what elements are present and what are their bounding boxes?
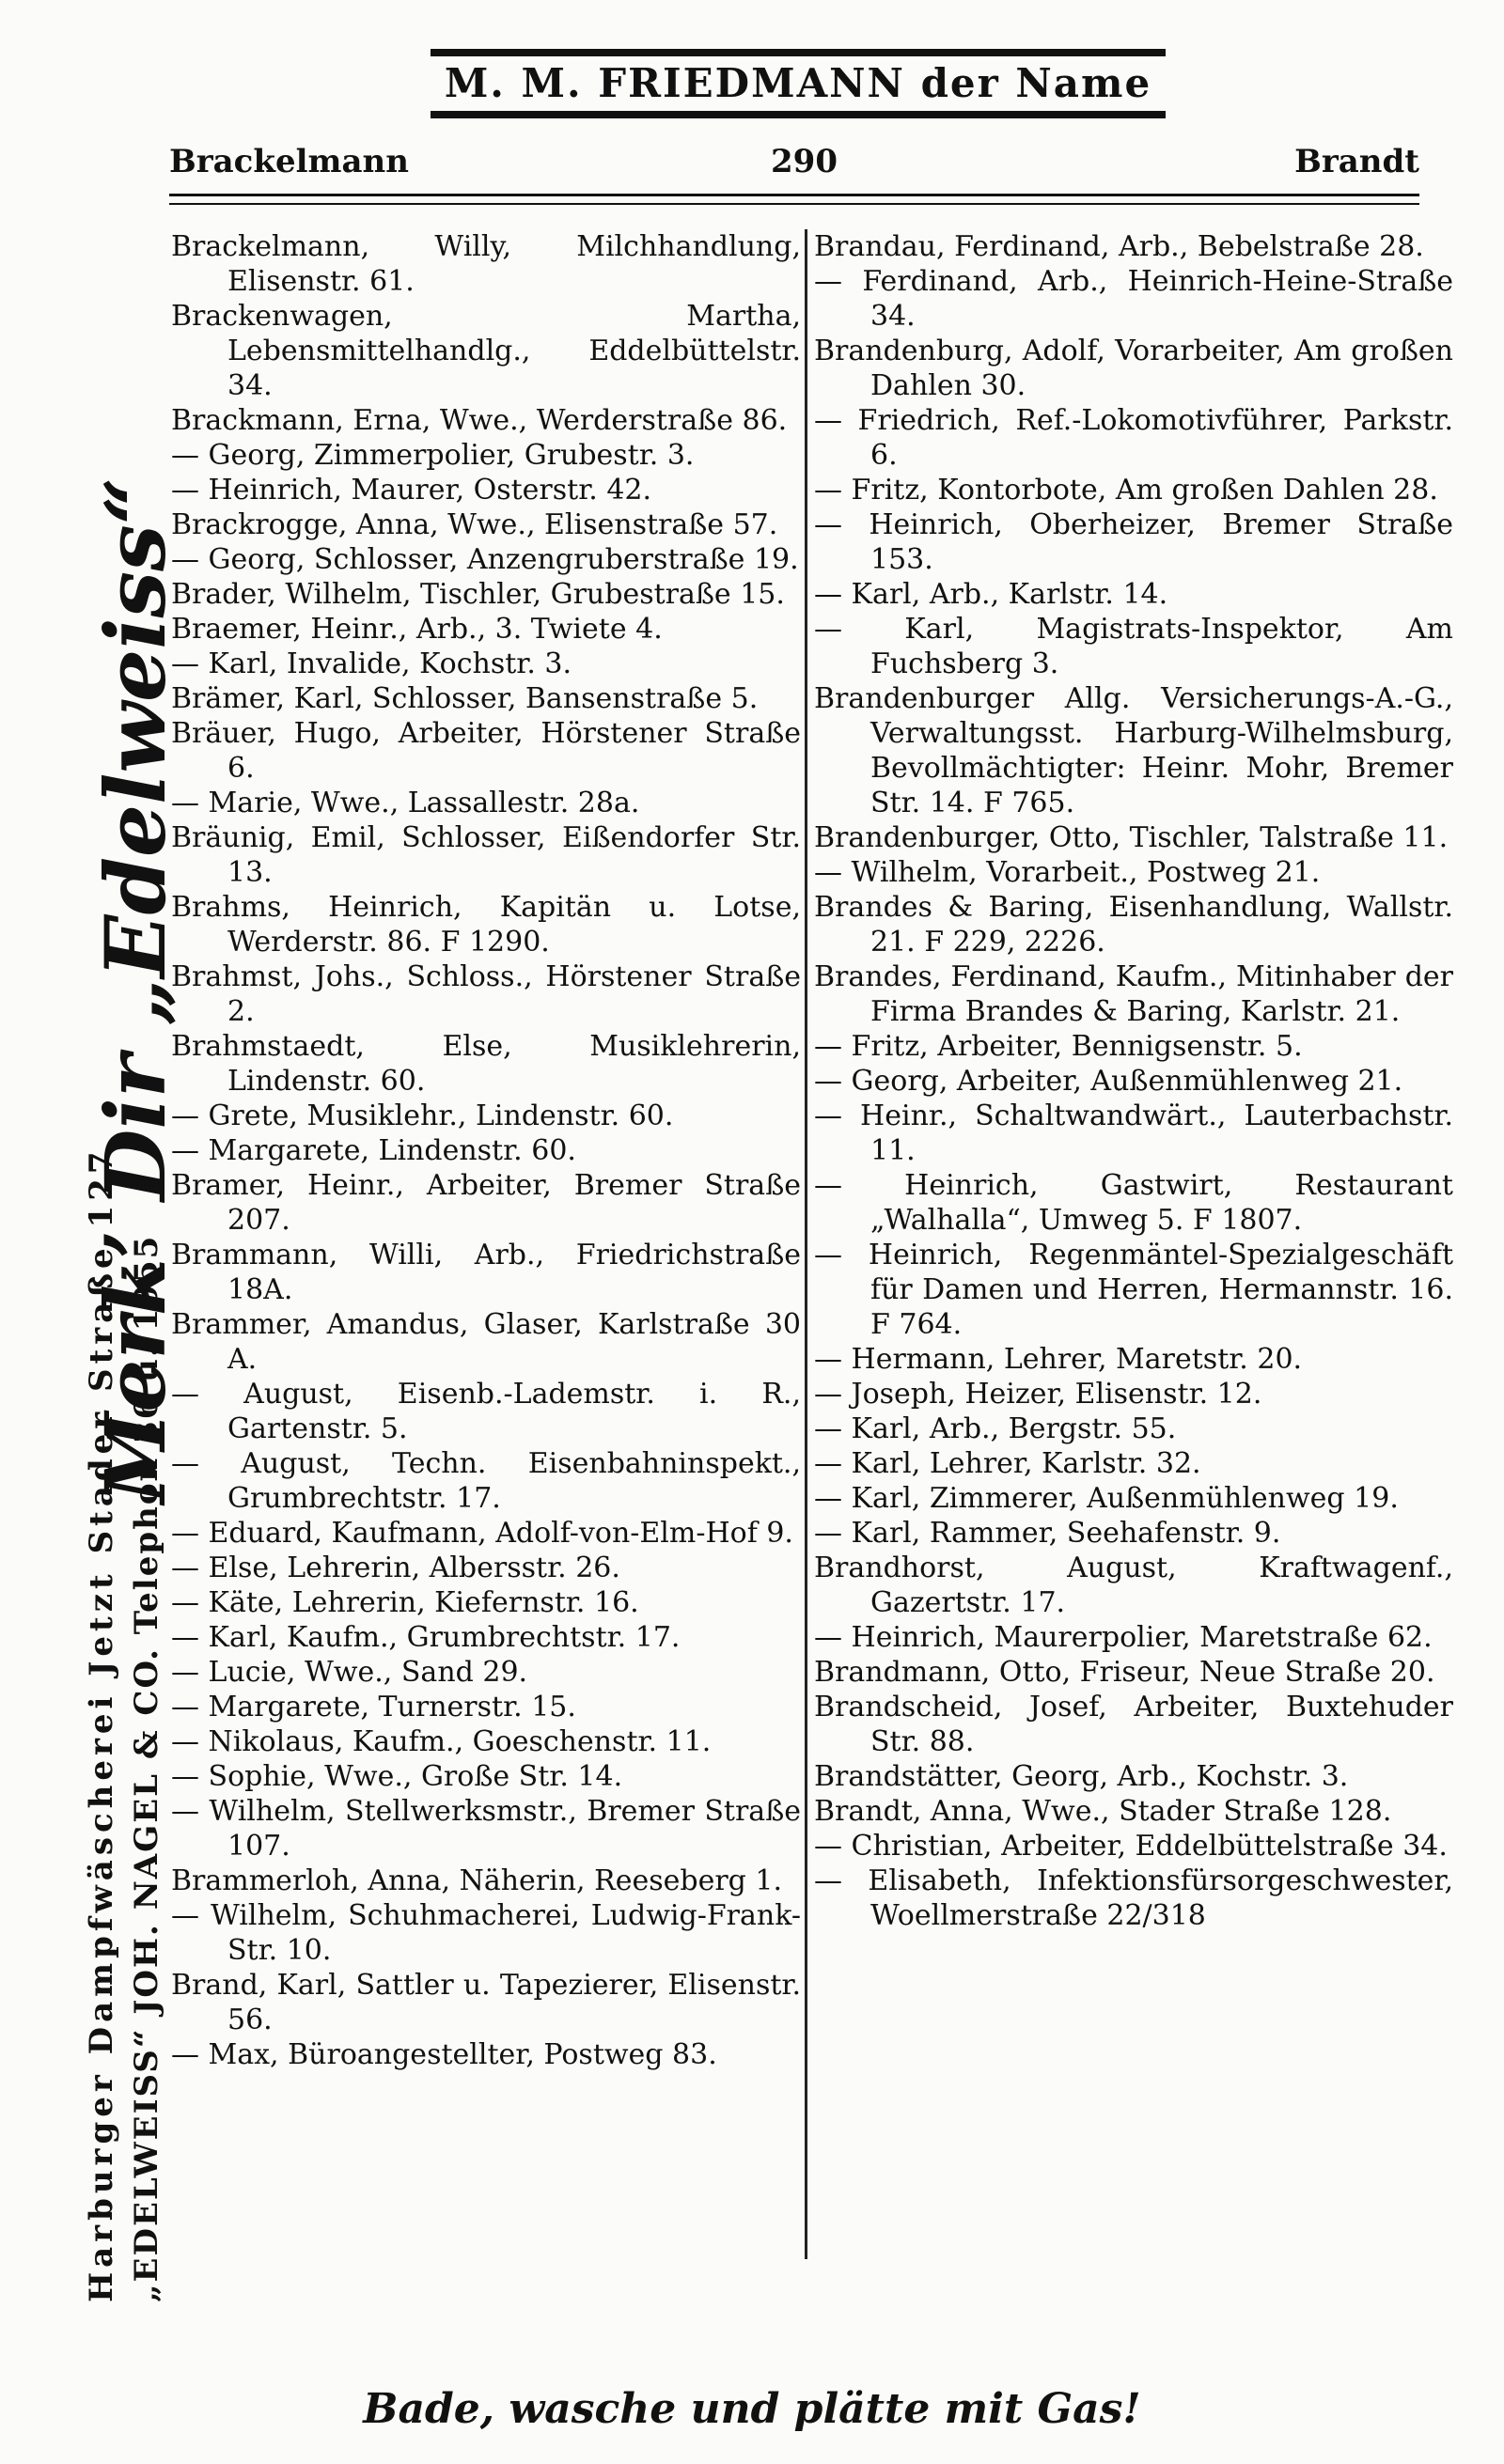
directory-entry: — August, Techn. Eisenbahninspekt., Grumbrechtstr. 17.: [171, 1447, 801, 1515]
directory-entry: — Karl, Kaufm., Grumbrechtstr. 17.: [171, 1621, 681, 1654]
side-ad-line-2: „EDELWEISS“ JOH. NAGEL & CO. Telephon 36 u. 1955: [128, 1234, 165, 2302]
directory-entry: — Margarete, Lindenstr. 60.: [171, 1134, 576, 1167]
directory-entry: — Heinrich, Maurer, Osterstr. 42.: [171, 474, 652, 507]
directory-entry: Brammann, Willi, Arb., Friedrichstraße 18A.: [171, 1239, 801, 1306]
directory-entry: — Karl, Rammer, Seehafenstr. 9.: [814, 1517, 1281, 1550]
header-last-name: Brandt: [1294, 143, 1419, 180]
directory-entry: — Friedrich, Ref.-Lokomotivführer, Parkstr. 6.: [814, 404, 1453, 472]
directory-entry: Brackmann, Erna, Wwe., Werderstraße 86.: [171, 404, 788, 437]
directory-entry: Brackenwagen, Martha, Lebensmittelhandlg., Eddelbüttelstr. 34.: [171, 300, 801, 402]
directory-entry: — Georg, Arbeiter, Außenmühlenweg 21.: [814, 1065, 1403, 1098]
header-first-name: Brackelmann: [169, 143, 409, 180]
directory-entry: — Wilhelm, Vorarbeit., Postweg 21.: [814, 856, 1321, 889]
column-divider: [805, 229, 807, 2259]
directory-entry: Brandau, Ferdinand, Arb., Bebelstraße 28.: [814, 230, 1424, 263]
directory-entry: Brackrogge, Anna, Wwe., Elisenstraße 57.: [171, 508, 778, 541]
running-header: [169, 143, 1419, 199]
directory-entry: Brammerloh, Anna, Näherin, Reeseberg 1.: [171, 1864, 783, 1897]
left-column: [171, 229, 801, 2278]
directory-entry: Brämer, Karl, Schlosser, Bansenstraße 5.: [171, 682, 759, 715]
directory-entry: — August, Eisenb.-Lademstr. i. R., Gartenstr. 5.: [171, 1378, 801, 1445]
directory-entry: — Sophie, Wwe., Große Str. 14.: [171, 1760, 623, 1793]
directory-entry: — Max, Büroangestellter, Postweg 83.: [171, 2038, 717, 2071]
directory-entry: — Eduard, Kaufmann, Adolf-von-Elm-Hof 9.: [171, 1517, 793, 1550]
directory-entry: — Else, Lehrerin, Albersstr. 26.: [171, 1552, 620, 1584]
directory-entry: Brammer, Amandus, Glaser, Karlstraße 30 A.: [171, 1308, 801, 1376]
directory-entry: — Heinrich, Gastwirt, Restaurant „Walhalla“, Umweg 5. F 1807.: [814, 1169, 1453, 1237]
directory-entry: Brandt, Anna, Wwe., Stader Straße 128.: [814, 1795, 1392, 1828]
directory-entry: Bräuer, Hugo, Arbeiter, Hörstener Straße 6.: [171, 717, 801, 785]
directory-entry: Brader, Wilhelm, Tischler, Grubestraße 15.: [171, 578, 785, 611]
side-ad-slogan: Merk’ Dir „Edelweiss“: [86, 476, 184, 1504]
directory-entry: Bramer, Heinr., Arbeiter, Bremer Straße 207.: [171, 1169, 801, 1237]
directory-entry: Brahmstaedt, Else, Musiklehrerin, Lindenstr. 60.: [171, 1030, 801, 1098]
directory-entry: — Hermann, Lehrer, Maretstr. 20.: [814, 1343, 1303, 1376]
directory-entry: — Heinrich, Oberheizer, Bremer Straße 153.: [814, 508, 1453, 576]
directory-entry: — Elisabeth, Infektionsfürsorgeschwester, Woellmerstraße 22/318: [814, 1864, 1453, 1932]
directory-entry: — Marie, Wwe., Lassallestr. 28a.: [171, 787, 640, 819]
directory-entry: Brahmst, Johs., Schloss., Hörstener Straße 2.: [171, 960, 801, 1028]
directory-entry: Brandes, Ferdinand, Kaufm., Mitinhaber der Firma Brandes & Baring, Karlstr. 21.: [814, 960, 1453, 1028]
directory-entry: — Fritz, Kontorbote, Am großen Dahlen 28.: [814, 474, 1438, 507]
directory-entry: — Karl, Lehrer, Karlstr. 32.: [814, 1447, 1201, 1480]
directory-entry: Brandscheid, Josef, Arbeiter, Buxtehuder Str. 88.: [814, 1691, 1453, 1758]
directory-entry: — Wilhelm, Stellwerksmstr., Bremer Straße 107.: [171, 1795, 801, 1863]
directory-entry: Brandenburger, Otto, Tischler, Talstraße 11.: [814, 821, 1449, 854]
directory-entry: — Georg, Zimmerpolier, Grubestr. 3.: [171, 439, 695, 472]
directory-entry: — Karl, Arb., Bergstr. 55.: [814, 1412, 1177, 1445]
header-rule-bottom: [169, 203, 1419, 205]
side-advertisement: [83, 141, 184, 2302]
directory-entry: — Lucie, Wwe., Sand 29.: [171, 1656, 528, 1689]
directory-entry: — Karl, Invalide, Kochstr. 3.: [171, 647, 572, 680]
directory-entry: Brandstätter, Georg, Arb., Kochstr. 3.: [814, 1760, 1349, 1793]
directory-entry: — Georg, Schlosser, Anzengruberstraße 19.: [171, 543, 799, 576]
directory-entry: — Margarete, Turnerstr. 15.: [171, 1691, 576, 1723]
directory-entry: Braemer, Heinr., Arb., 3. Twiete 4.: [171, 613, 663, 646]
header-rule-top: [169, 194, 1419, 196]
directory-entry: Brandenburg, Adolf, Vorarbeiter, Am großen Dahlen 30.: [814, 335, 1453, 402]
directory-entry: Bräunig, Emil, Schlosser, Eißendorfer Str. 13.: [171, 821, 801, 889]
directory-entry: — Heinr., Schaltwandwärt., Lauterbachstr. 11.: [814, 1099, 1453, 1167]
directory-entry: — Karl, Magistrats-Inspektor, Am Fuchsberg 3.: [814, 613, 1453, 680]
directory-entry: — Grete, Musiklehr., Lindenstr. 60.: [171, 1099, 674, 1132]
directory-entry: — Ferdinand, Arb., Heinrich-Heine-Straße 34.: [814, 265, 1453, 333]
directory-entry: — Nikolaus, Kaufm., Goeschenstr. 11.: [171, 1725, 712, 1758]
directory-entry: Brandhorst, August, Kraftwagenf., Gazertstr. 17.: [814, 1552, 1453, 1619]
directory-entry: — Heinrich, Regenmäntel-Spezialgeschäft für Damen und Herren, Hermannstr. 16. F 764.: [814, 1239, 1453, 1341]
footer-slogan: Bade, wasche und plätte mit Gas!: [363, 2385, 1141, 2433]
directory-entry: Brandmann, Otto, Friseur, Neue Straße 20.: [814, 1656, 1435, 1689]
directory-entry: Brandenburger Allg. Versicherungs-A.-G., Verwaltungsst. Harburg-Wilhelmsburg, Bevollmächtigter: Heinr. Mohr, Bremer Str. 14. F 765.: [814, 682, 1453, 819]
directory-entry: — Wilhelm, Schuhmacherei, Ludwig-Frank-Str. 10.: [171, 1899, 801, 1967]
directory-entry: — Karl, Zimmerer, Außenmühlenweg 19.: [814, 1482, 1399, 1515]
directory-entry: — Käte, Lehrerin, Kiefernstr. 16.: [171, 1586, 639, 1619]
directory-entry: Brackelmann, Willy, Milchhandlung, Elisenstr. 61.: [171, 230, 801, 298]
page-number: 290: [771, 143, 838, 180]
directory-entry: Brahms, Heinrich, Kapitän u. Lotse, Werderstr. 86. F 1290.: [171, 891, 801, 959]
directory-entry: — Heinrich, Maurerpolier, Maretstraße 62.: [814, 1621, 1433, 1654]
right-column: [814, 229, 1453, 2278]
directory-entry: — Karl, Arb., Karlstr. 14.: [814, 578, 1168, 611]
directory-entry: — Joseph, Heizer, Elisenstr. 12.: [814, 1378, 1262, 1411]
directory-entry: — Christian, Arbeiter, Eddelbüttelstraße 34.: [814, 1830, 1448, 1863]
directory-entry: Brandes & Baring, Eisenhandlung, Wallstr. 21. F 229, 2226.: [814, 891, 1453, 959]
side-ad-line-1: Harburger Dampfwäscherei Jetzt Stader Straße 127: [83, 1146, 120, 2302]
directory-entry: Brand, Karl, Sattler u. Tapezierer, Elisenstr. 56.: [171, 1969, 801, 2036]
banner-advertisement: M. M. FRIEDMANN der Name: [431, 49, 1166, 118]
directory-entry: — Fritz, Arbeiter, Bennigsenstr. 5.: [814, 1030, 1303, 1063]
